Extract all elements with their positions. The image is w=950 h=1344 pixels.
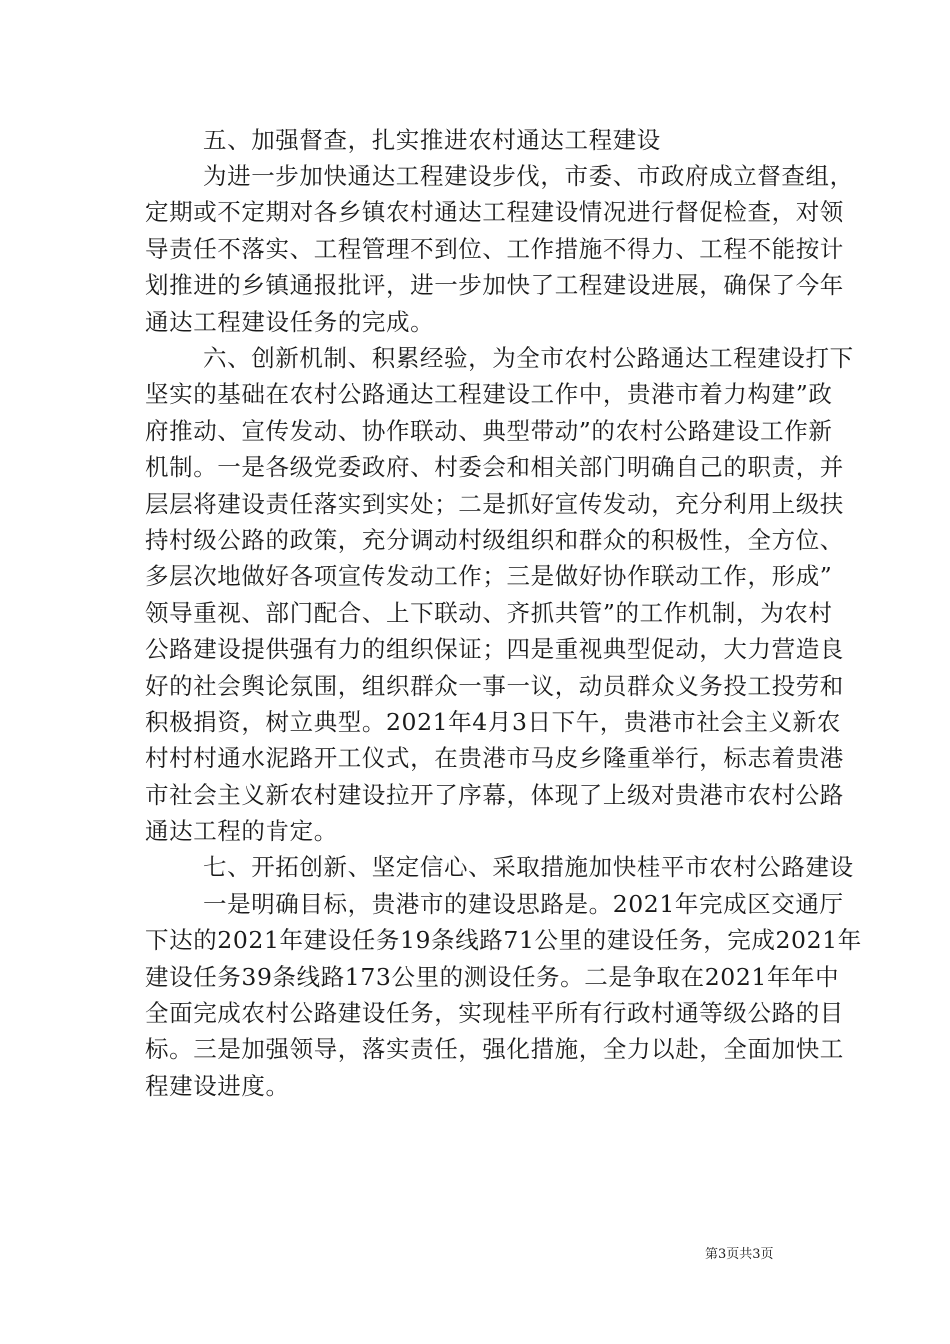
paragraph-line: 通达工程的肯定。 [145,817,338,845]
paragraph-line: 为进一步加快通达工程建设步伐，市委、市政府成立督查组， [203,162,854,190]
paragraph-line: 导责任不落实、工程管理不到位、工作措施不得力、工程不能按计 [145,235,844,263]
paragraph-line: 积极捐资，树立典型。2021年4月3日下午，贵港市社会主义新农 [145,708,841,736]
section-heading-five: 五、加强督查，扎实推进农村通达工程建设 [203,126,661,154]
section-heading-seven: 七、开拓创新、坚定信心、采取措施加快桂平市农村公路建设 [203,853,854,881]
paragraph-line: 公路建设提供强有力的组织保证；四是重视典型促动，大力营造良 [145,635,844,663]
paragraph-line: 全面完成农村公路建设任务，实现桂平所有行政村通等级公路的目 [145,999,844,1027]
paragraph-line: 下达的2021年建设任务19条线路71公里的建设任务，完成2021年 [145,926,862,954]
paragraph-line: 层层将建设责任落实到实处；二是抓好宣传发动，充分利用上级扶 [145,490,844,518]
paragraph-line: 村村村通水泥路开工仪式，在贵港市马皮乡隆重举行，标志着贵港 [145,744,844,772]
paragraph-line: 府推动、宣传发动、协作联动、典型带动”的农村公路建设工作新 [145,417,833,445]
page-number: 第3页共3页 [705,1247,774,1262]
paragraph-line: 领导重视、部门配合、上下联动、齐抓共管”的工作机制，为农村 [145,599,833,627]
paragraph-line: 一是明确目标，贵港市的建设思路是。2021年完成区交通厅 [203,890,844,918]
paragraph-line: 持村级公路的政策，充分调动村级组织和群众的积极性，全方位、 [145,526,844,554]
paragraph-line: 通达工程建设任务的完成。 [145,308,435,336]
paragraph-line: 坚实的基础在农村公路通达工程建设工作中，贵港市着力构建”政 [145,380,833,408]
section-heading-six: 六、创新机制、积累经验，为全市农村公路通达工程建设打下 [203,344,854,372]
paragraph-line: 建设任务39条线路173公里的测设任务。二是争取在2021年年中 [145,963,840,991]
paragraph-line: 定期或不定期对各乡镇农村通达工程建设情况进行督促检查，对领 [145,198,844,226]
paragraph-line: 机制。一是各级党委政府、村委会和相关部门明确自己的职责，并 [145,453,844,481]
paragraph-line: 划推进的乡镇通报批评，进一步加快了工程建设进展，确保了今年 [145,271,844,299]
paragraph-line: 市社会主义新农村建设拉开了序幕，体现了上级对贵港市农村公路 [145,781,844,809]
paragraph-line: 多层次地做好各项宣传发动工作；三是做好协作联动工作，形成” [145,562,833,590]
paragraph-line: 程建设进度。 [145,1072,290,1100]
paragraph-line: 标。三是加强领导，落实责任，强化措施，全力以赴，全面加快工 [145,1035,844,1063]
paragraph-line: 好的社会舆论氛围，组织群众一事一议，动员群众义务投工投劳和 [145,672,844,700]
